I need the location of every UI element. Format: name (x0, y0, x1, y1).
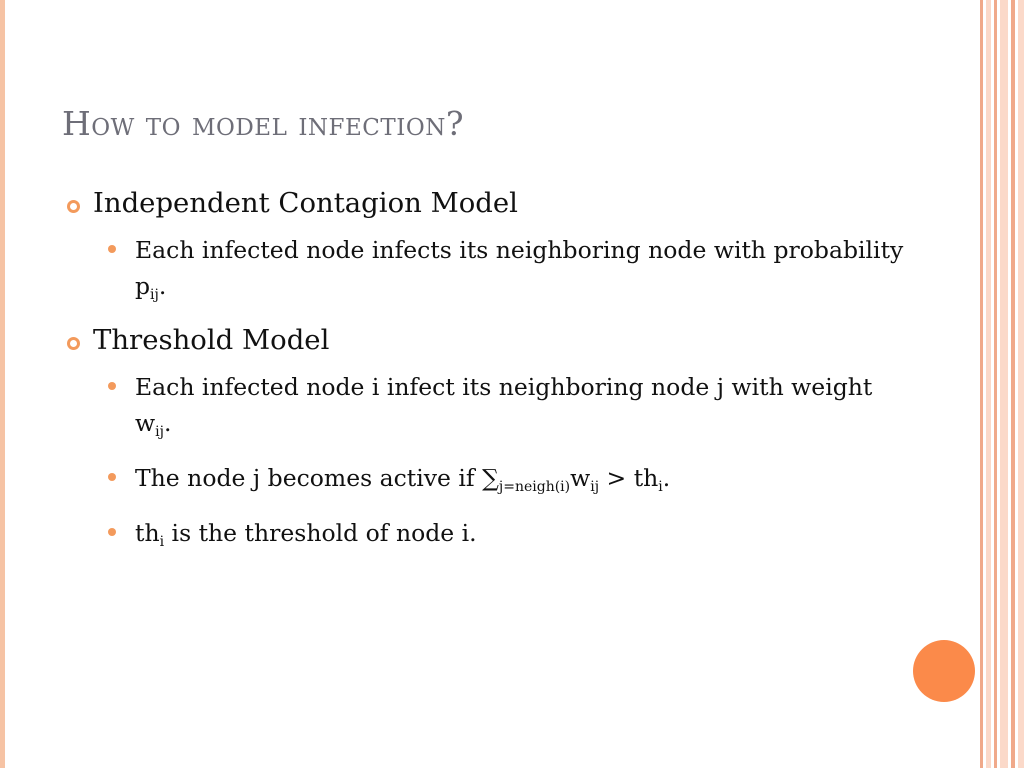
bullet-item (135, 515, 915, 560)
left-border-stripe (0, 0, 5, 768)
bullet-text-tail: is the threshold of node i. (164, 518, 477, 547)
bullet-text: Each infected node infects its neighboring node with probability p (135, 235, 904, 300)
subscript: j=neigh(i) (498, 478, 571, 495)
stripe (1011, 0, 1015, 768)
slide-title: How to model infection? (62, 104, 465, 143)
section-heading-text: Independent Contagion Model (93, 187, 518, 219)
dot-bullet-icon (108, 528, 116, 536)
ring-bullet-icon (67, 337, 80, 350)
stripe (994, 0, 997, 768)
dot-bullet-icon (108, 473, 116, 481)
stripe (1018, 0, 1024, 768)
section-heading (62, 323, 922, 359)
subscript: ij (590, 478, 600, 495)
bullet-item (135, 232, 915, 313)
decorative-circle (913, 640, 975, 702)
section-heading-text: Threshold Model (93, 323, 330, 356)
subscript: i (658, 478, 663, 495)
subscript: ij (155, 423, 164, 440)
subscript: ij (150, 286, 159, 303)
stripe (986, 0, 991, 768)
bullet-text: Each infected node i infect its neighboring node j with weight w (135, 372, 873, 437)
bullet-text-tail: . (163, 408, 172, 437)
bullet-text: The node j becomes active if ∑ (135, 463, 499, 492)
bullet-item (135, 460, 915, 505)
right-decorative-stripes (980, 0, 1024, 768)
bullet-text: > th (599, 463, 659, 492)
ring-bullet-icon (67, 200, 80, 213)
dot-bullet-icon (108, 245, 116, 253)
bullet-text-tail: . (662, 463, 671, 492)
bullet-text-tail: . (158, 271, 167, 300)
subscript: i (159, 533, 165, 550)
bullet-item (135, 369, 915, 450)
section-heading (62, 186, 922, 222)
stripe (1000, 0, 1008, 768)
stripe (980, 0, 983, 768)
bullet-text: w (570, 463, 591, 492)
slide-content (62, 186, 922, 570)
dot-bullet-icon (108, 382, 116, 390)
bullet-text: th (135, 518, 160, 547)
